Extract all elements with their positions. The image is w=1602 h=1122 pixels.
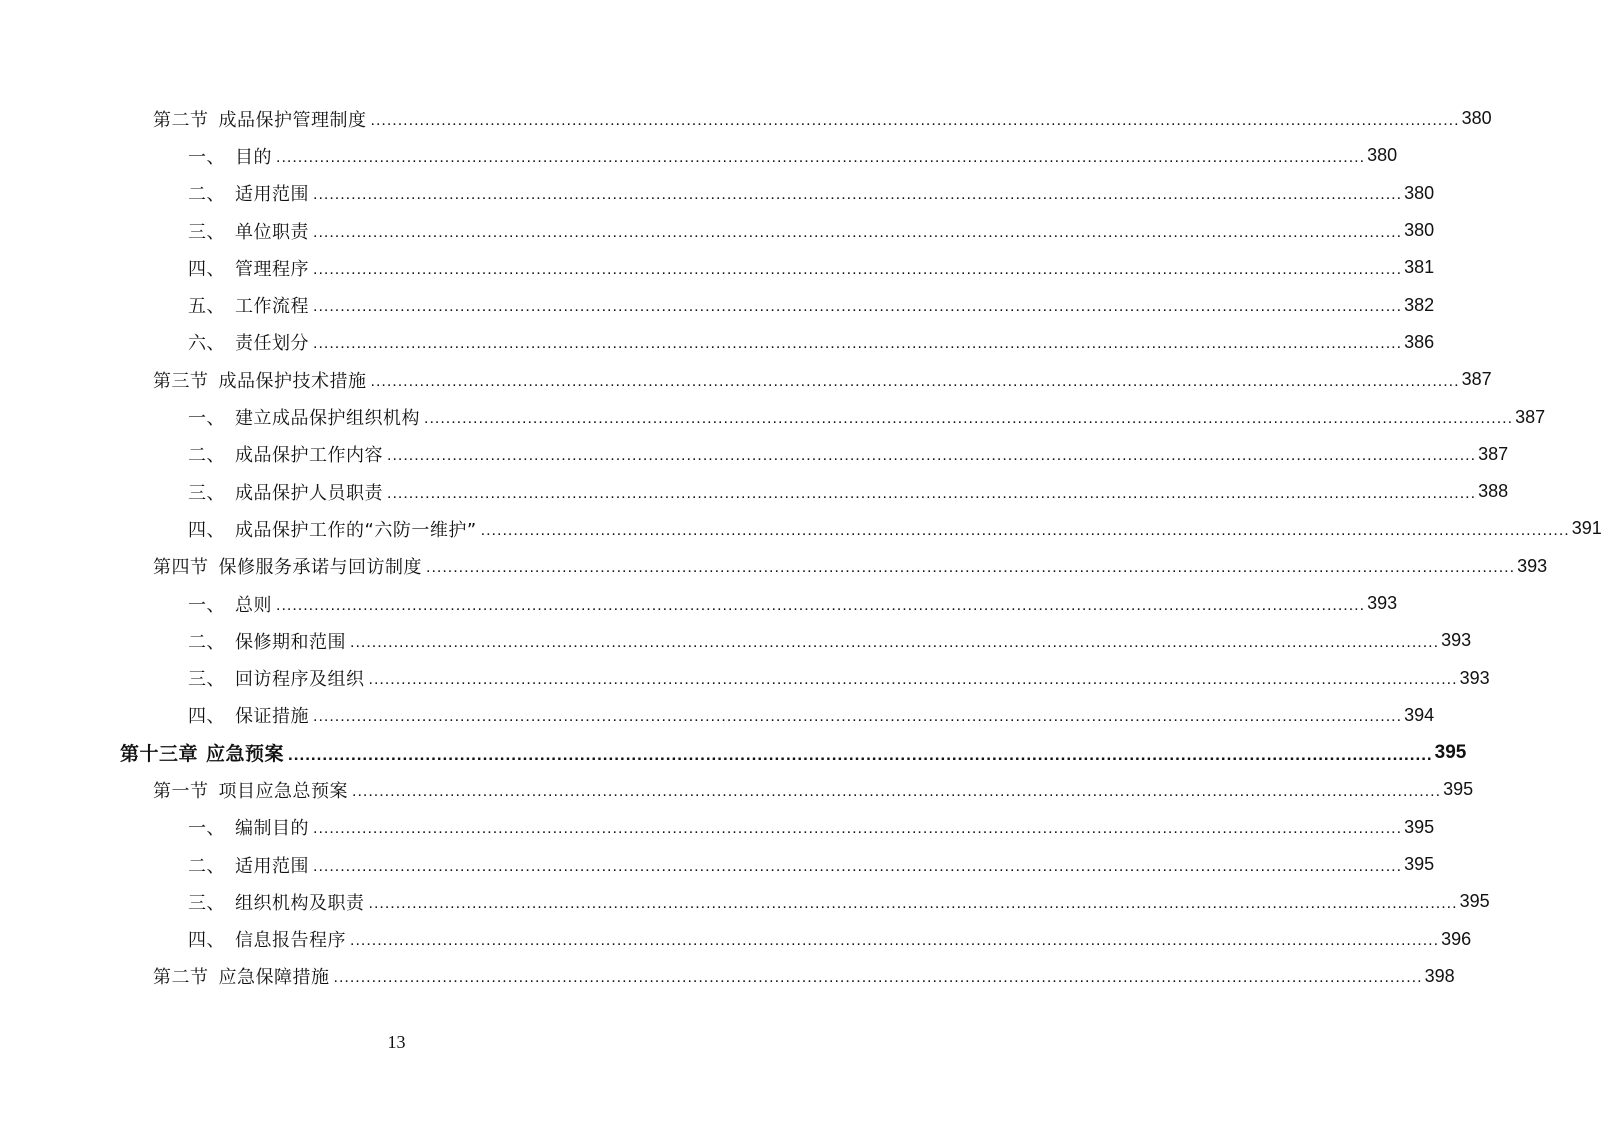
- toc-entry-page-number: 393: [1441, 630, 1472, 651]
- toc-entry-title: [188, 292, 309, 318]
- toc-entry-item[interactable]: [0, 137, 1398, 174]
- toc-entry-item[interactable]: [0, 659, 1490, 696]
- toc-entry-text: 目的: [235, 146, 272, 168]
- toc-entry-item[interactable]: [0, 585, 1398, 622]
- toc-entry-number: 第二节: [153, 109, 209, 131]
- toc-entry-page-number: 380: [1367, 145, 1398, 166]
- toc-entry-item[interactable]: [0, 398, 1546, 435]
- toc-entry-item[interactable]: [0, 286, 1435, 323]
- toc-entry-text: 成品保护技术措施: [218, 370, 367, 392]
- toc-entry-number: 六、: [188, 333, 225, 355]
- toc-entry-page-number: 391: [1571, 518, 1602, 539]
- dot-leader: ........................................................................................................................................................................................................: [313, 708, 1403, 726]
- toc-entry-text: 组织机构及职责: [235, 892, 365, 914]
- toc-entry-text: 编制目的: [235, 818, 309, 840]
- dot-leader: ........................................................................................................................................................................................................: [368, 894, 1458, 912]
- toc-entry-item[interactable]: [0, 436, 1509, 473]
- toc-entry-number: 三、: [188, 482, 225, 504]
- toc-entry-page-number: 388: [1478, 481, 1509, 502]
- toc-entry-number: 二、: [188, 445, 225, 467]
- toc-entry-section[interactable]: [0, 548, 1548, 585]
- toc-entry-chapter[interactable]: [0, 734, 1467, 771]
- toc-entry-number: 第四节: [153, 557, 209, 579]
- dot-leader: ........................................................................................................................................................................................................: [276, 596, 1366, 614]
- toc-entry-number: 四、: [188, 706, 225, 728]
- toc-entry-title: [188, 441, 383, 467]
- toc-entry-page-number: 380: [1461, 108, 1492, 129]
- toc-entry-page-number: 398: [1424, 965, 1455, 986]
- toc-entry-number: 二、: [188, 855, 225, 877]
- toc-entry-text: 成品保护人员职责: [235, 482, 383, 504]
- toc-entry-title: [188, 180, 309, 206]
- toc-entry-number: 四、: [188, 519, 225, 541]
- toc-entry-title: [188, 218, 309, 244]
- dot-leader: ........................................................................................................................................................................................................: [368, 671, 1458, 689]
- toc-entry-page-number: 382: [1404, 294, 1435, 315]
- dot-leader: ........................................................................................................................................................................................................: [350, 633, 1440, 651]
- toc-entry-page-number: 396: [1441, 928, 1472, 949]
- toc-entry-text: 责任划分: [235, 333, 309, 355]
- toc-entry-text: 信息报告程序: [235, 930, 346, 952]
- toc-entry-item[interactable]: [0, 921, 1472, 958]
- toc-entry-number: 五、: [188, 296, 225, 318]
- page-number-footer: 13: [387, 1032, 406, 1052]
- dot-leader: ........................................................................................................................................................................................................: [370, 111, 1460, 129]
- toc-entry-number: 二、: [188, 184, 225, 206]
- toc-entry-item[interactable]: [0, 697, 1435, 734]
- toc-entry-page-number: 395: [1404, 816, 1435, 837]
- toc-entry-page-number: 380: [1404, 182, 1435, 203]
- dot-leader: ........................................................................................................................................................................................................: [350, 932, 1440, 950]
- toc-entry-page-number: 393: [1517, 555, 1548, 576]
- toc-entry-item[interactable]: [0, 175, 1435, 212]
- toc-entry-text: 总则: [235, 594, 272, 616]
- toc-entry-title: [188, 479, 383, 505]
- dot-leader: ........................................................................................................................................................................................................: [424, 410, 1514, 428]
- toc-entry-title: [188, 591, 272, 617]
- toc-entry-number: 第十三章: [120, 743, 199, 766]
- toc-entry-number: 第一节: [153, 780, 209, 802]
- toc-entry-page-number: 380: [1404, 220, 1435, 241]
- toc-entry-page-number: 386: [1404, 331, 1435, 352]
- toc-entry-number: 一、: [188, 594, 225, 616]
- toc-entry-number: 二、: [188, 631, 225, 653]
- toc-entry-text: 单位职责: [235, 221, 309, 243]
- toc-entry-page-number: 381: [1404, 257, 1435, 278]
- dot-leader: ........................................................................................................................................................................................................: [313, 260, 1403, 278]
- toc-entry-text: 项目应急总预案: [218, 780, 348, 802]
- table-of-contents: [0, 100, 1602, 995]
- toc-entry-item[interactable]: [0, 212, 1435, 249]
- dot-leader: ........................................................................................................................................................................................................: [313, 820, 1403, 838]
- dot-leader: ........................................................................................................................................................................................................: [480, 521, 1570, 539]
- toc-entry-page-number: 387: [1515, 406, 1546, 427]
- toc-entry-text: 建立成品保护组织机构: [235, 408, 420, 430]
- toc-entry-number: 一、: [188, 146, 225, 168]
- toc-entry-page-number: 395: [1459, 891, 1490, 912]
- dot-leader: ........................................................................................................................................................................................................: [426, 559, 1516, 577]
- dot-leader: ........................................................................................................................................................................................................: [276, 148, 1366, 166]
- toc-entry-text: 工作流程: [235, 296, 309, 318]
- toc-entry-title: [188, 516, 477, 542]
- dot-leader: ........................................................................................................................................................................................................: [313, 223, 1403, 241]
- toc-entry-item[interactable]: [0, 473, 1509, 510]
- toc-entry-number: 第三节: [153, 370, 209, 392]
- toc-entry-item[interactable]: [0, 846, 1435, 883]
- toc-entry-title: [188, 329, 309, 355]
- toc-entry-text: 适用范围: [235, 184, 309, 206]
- toc-entry-number: 第二节: [153, 967, 209, 989]
- toc-entry-title: [153, 777, 348, 803]
- toc-entry-title: [188, 665, 365, 691]
- toc-entry-text: 成品保护工作内容: [235, 445, 383, 467]
- toc-entry-page-number: 395: [1443, 779, 1474, 800]
- toc-entry-title: [188, 926, 346, 952]
- toc-entry-section[interactable]: [0, 100, 1492, 137]
- toc-entry-page-number: 387: [1461, 369, 1492, 390]
- toc-entry-item[interactable]: [0, 510, 1602, 547]
- toc-entry-page-number: 393: [1367, 593, 1398, 613]
- dot-leader: ........................................................................................................................................................................................................: [313, 298, 1403, 316]
- toc-entry-section[interactable]: [0, 361, 1492, 398]
- toc-entry-item[interactable]: [0, 809, 1435, 846]
- toc-entry-title: [120, 739, 284, 766]
- dot-leader: ........................................................................................................................................................................................................: [333, 969, 1423, 987]
- dot-leader: ........................................................................................................................................................................................................: [313, 857, 1403, 875]
- toc-entry-number: 三、: [188, 892, 225, 914]
- toc-entry-title: [153, 106, 367, 132]
- dot-leader: ........................................................................................................................................................................................................: [352, 782, 1442, 800]
- toc-entry-title: [153, 553, 422, 579]
- toc-entry-text: 适用范围: [235, 855, 309, 877]
- toc-entry-text: 保证措施: [235, 706, 309, 728]
- dot-leader: ........................................................................................................................................................................................................: [370, 372, 1460, 390]
- dot-leader: ........................................................................................................................................................................................................: [313, 335, 1403, 353]
- toc-entry-item[interactable]: [0, 883, 1490, 920]
- toc-entry-title: [153, 367, 367, 393]
- toc-entry-section[interactable]: [0, 958, 1455, 995]
- dot-leader: ........................................................................................................................................................................................................: [387, 447, 1477, 465]
- toc-entry-page-number: 394: [1404, 704, 1435, 725]
- toc-entry-text: 保修期和范围: [235, 631, 346, 653]
- toc-entry-item[interactable]: [0, 249, 1435, 286]
- toc-entry-page-number: 395: [1404, 854, 1435, 875]
- dot-leader: ........................................................................................................................................................................................................: [387, 484, 1477, 502]
- toc-entry-text: 管理程序: [235, 258, 309, 280]
- toc-entry-text: 应急保障措施: [218, 967, 330, 989]
- toc-entry-item[interactable]: [0, 324, 1435, 361]
- toc-entry-number: 四、: [188, 930, 225, 952]
- toc-entry-title: [188, 628, 346, 654]
- toc-entry-text: 应急预案: [206, 743, 285, 766]
- toc-entry-text: 成品保护管理制度: [218, 109, 367, 131]
- dot-leader: ........................................................................................................................................................................................................: [288, 744, 1433, 764]
- toc-entry-number: 三、: [188, 221, 225, 243]
- toc-entry-title: [188, 255, 309, 281]
- toc-entry-page-number: 395: [1434, 741, 1467, 763]
- toc-entry-text: 保修服务承诺与回访制度: [218, 557, 422, 579]
- toc-entry-title: [188, 889, 365, 915]
- toc-entry-text: 回访程序及组织: [235, 669, 365, 691]
- toc-entry-text: 成品保护工作的“六防一维护”: [235, 519, 477, 541]
- toc-entry-item[interactable]: [0, 622, 1472, 659]
- toc-entry-title: [188, 702, 309, 728]
- toc-entry-section[interactable]: [0, 771, 1474, 808]
- toc-entry-number: 一、: [188, 818, 225, 840]
- toc-entry-page-number: 387: [1478, 443, 1509, 464]
- toc-entry-title: [188, 852, 309, 878]
- toc-entry-title: [153, 963, 330, 989]
- toc-entry-title: [188, 143, 272, 169]
- toc-entry-page-number: 393: [1459, 667, 1490, 688]
- toc-entry-title: [188, 404, 420, 430]
- toc-entry-title: [188, 814, 309, 840]
- toc-entry-number: 一、: [188, 408, 225, 430]
- toc-entry-number: 四、: [188, 258, 225, 280]
- dot-leader: ........................................................................................................................................................................................................: [313, 186, 1403, 204]
- toc-entry-number: 三、: [188, 669, 225, 691]
